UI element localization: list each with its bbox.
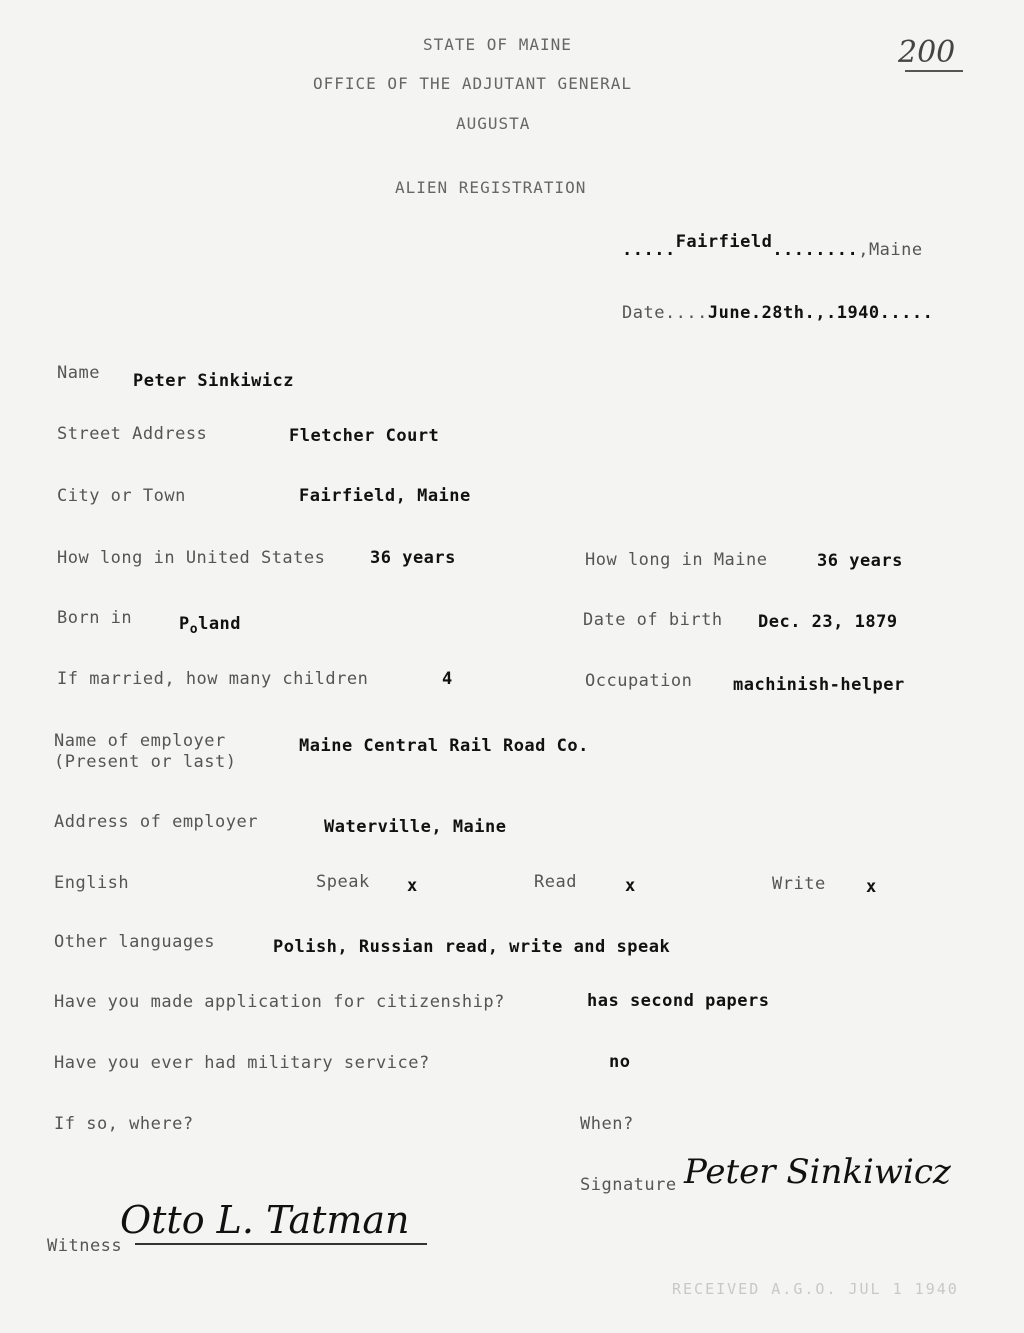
name-value: Peter Sinkiwicz	[133, 371, 295, 391]
received-stamp: RECEIVED A.G.O. JUL 1 1940	[672, 1280, 959, 1298]
witness-handwritten: Otto L. Tatman	[120, 1198, 410, 1242]
children-value: 4	[442, 669, 453, 689]
speak-value: x	[407, 876, 418, 896]
occupation-value: machinish-helper	[733, 675, 905, 695]
dob-label: Date of birth	[583, 610, 723, 630]
when-label: When?	[580, 1114, 634, 1134]
write-value: x	[866, 877, 877, 897]
location-line	[622, 232, 923, 260]
born-value	[179, 614, 242, 637]
children-label: If married, how many children	[57, 669, 369, 689]
name-label: Name	[57, 363, 100, 383]
street-value: Fletcher Court	[289, 426, 440, 446]
location-prefix: .....	[622, 240, 676, 260]
dob-value: Dec. 23, 1879	[758, 612, 898, 632]
write-label: Write	[772, 874, 826, 894]
employer-label: Name of employer	[54, 731, 226, 751]
city-value: Fairfield, Maine	[299, 486, 471, 506]
date-value: June.28th.,.1940.	[707, 303, 891, 323]
location-town: Fairfield	[675, 232, 773, 252]
date-trail: ....	[890, 303, 934, 323]
born-first: P	[179, 614, 190, 634]
location-state: ,Maine	[858, 240, 923, 260]
citizenship-label: Have you made application for citizenship?	[54, 992, 505, 1012]
location-dots: ........	[772, 240, 859, 260]
other-languages-value: Polish, Russian read, write and speak	[273, 937, 671, 957]
occupation-label: Occupation	[585, 671, 693, 691]
read-label: Read	[534, 872, 577, 892]
date-label: Date....	[622, 303, 708, 323]
signature-label: Signature	[580, 1175, 677, 1195]
maine-years-value: 36 years	[817, 551, 903, 571]
born-rest: land	[198, 614, 242, 634]
born-label: Born in	[57, 608, 133, 628]
military-label: Have you ever had military service?	[54, 1053, 430, 1073]
other-languages-label: Other languages	[54, 932, 216, 952]
read-value: x	[625, 876, 636, 896]
speak-label: Speak	[316, 872, 370, 892]
citizenship-value: has second papers	[587, 991, 770, 1011]
form-title: ALIEN REGISTRATION	[395, 178, 587, 197]
where-label: If so, where?	[54, 1114, 194, 1134]
witness-signature-underline	[135, 1243, 427, 1245]
employer-address-value: Waterville, Maine	[324, 817, 507, 837]
city-label: City or Town	[57, 486, 186, 506]
employer-label-2: (Present or last)	[54, 752, 237, 772]
street-label: Street Address	[57, 424, 208, 444]
date-line	[622, 303, 933, 323]
header-state: STATE OF MAINE	[423, 35, 572, 54]
english-label: English	[54, 873, 130, 893]
witness-label: Witness	[47, 1236, 123, 1256]
born-sub: o	[189, 622, 199, 637]
file-number: 200	[898, 35, 956, 70]
us-years-label: How long in United States	[57, 548, 326, 568]
signature-handwritten: Peter Sinkiwicz	[684, 1152, 951, 1192]
file-number-underline	[905, 70, 963, 72]
employer-value: Maine Central Rail Road Co.	[299, 736, 589, 756]
maine-years-label: How long in Maine	[585, 550, 768, 570]
us-years-value: 36 years	[370, 548, 456, 568]
header-office: OFFICE OF THE ADJUTANT GENERAL	[313, 74, 632, 93]
military-value: no	[609, 1052, 631, 1072]
header-city: AUGUSTA	[456, 114, 531, 133]
employer-address-label: Address of employer	[54, 812, 258, 832]
